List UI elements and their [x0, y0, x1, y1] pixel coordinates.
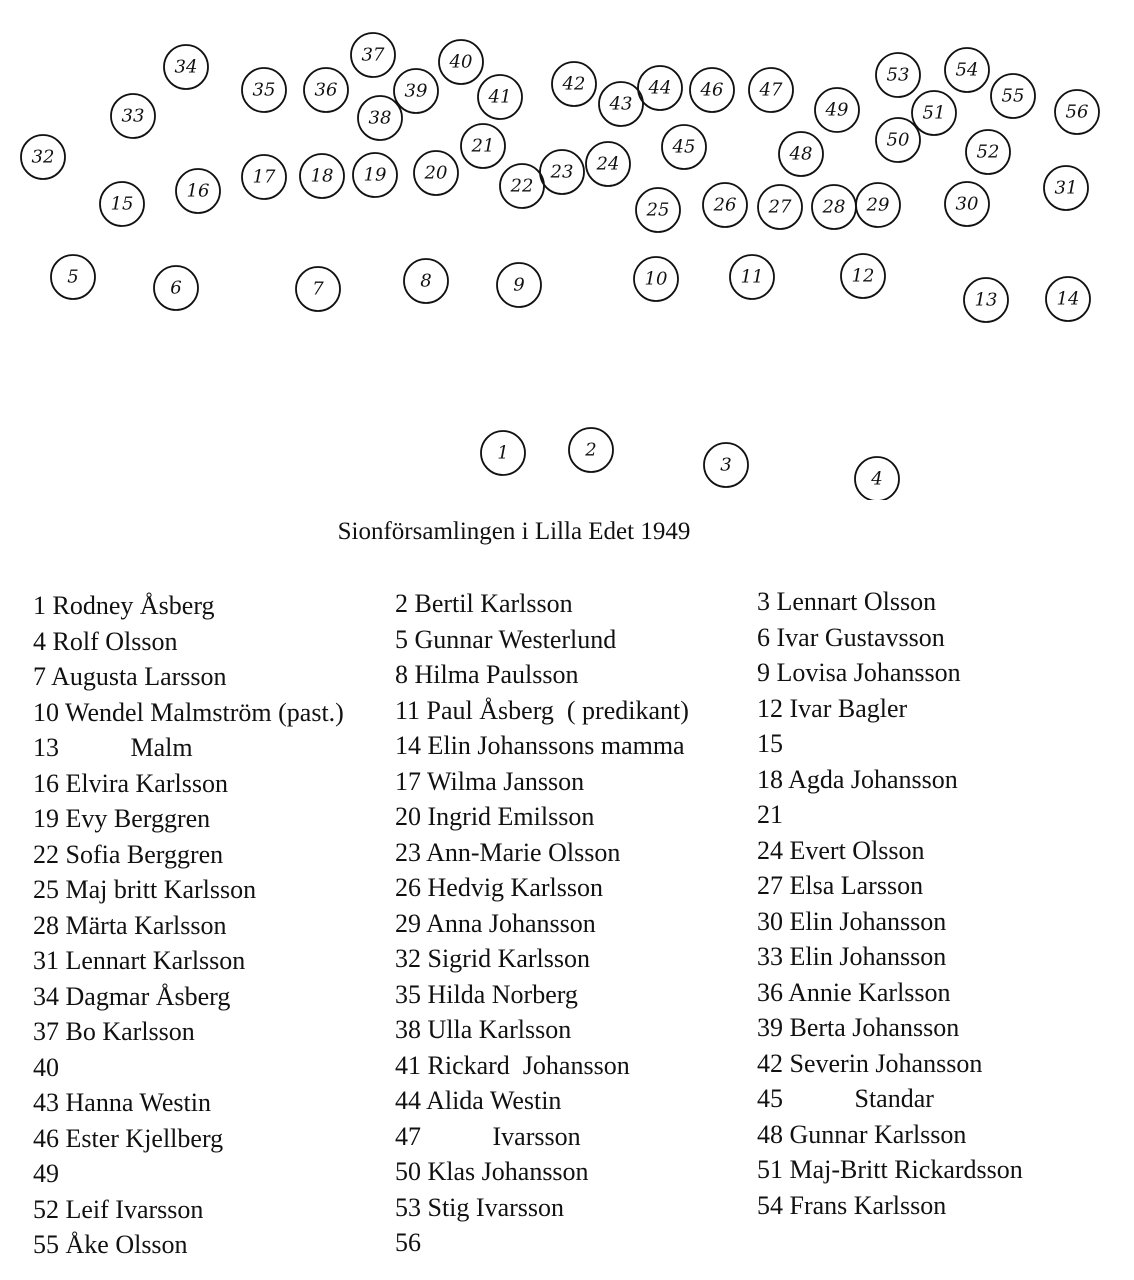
roster-entry: 4 Rolf Olsson	[33, 626, 178, 656]
position-marker	[21, 135, 65, 179]
roster-entry: 23 Ann-Marie Olsson	[395, 837, 621, 867]
position-marker	[242, 155, 286, 199]
marker-number: 21	[471, 135, 495, 157]
roster-entry: 16 Elvira Karlsson	[33, 768, 228, 798]
marker-number: 54	[955, 59, 979, 81]
position-marker	[358, 96, 402, 140]
roster-column-1	[33, 588, 344, 1263]
roster-entry: 41 Rickard Johansson	[395, 1050, 630, 1080]
position-marker	[540, 150, 584, 194]
roster-entry: 12 Ivar Bagler	[757, 693, 908, 723]
position-marker	[242, 68, 286, 112]
position-marker	[634, 257, 678, 301]
roster-entry: 1 Rodney Åsberg	[33, 591, 215, 620]
roster-entry: 33 Elin Johansson	[757, 942, 947, 971]
roster-entry: 56	[395, 1228, 421, 1257]
position-marker	[353, 153, 397, 197]
position-marker	[704, 443, 748, 487]
position-marker	[500, 164, 544, 208]
marker-number: 3	[720, 454, 732, 476]
position-marker	[176, 169, 220, 213]
roster-entry: 31 Lennart Karlsson	[33, 946, 246, 975]
position-marker	[51, 255, 95, 299]
roster-entry: 38 Ulla Karlsson	[395, 1015, 572, 1044]
roster-entry: 52 Leif Ivarsson	[33, 1194, 204, 1224]
position-marker	[497, 263, 541, 307]
page-title: Sionförsamlingen i Lilla Edet 1949	[337, 518, 691, 545]
marker-number: 55	[1001, 85, 1025, 107]
roster-entry: 19 Evy Berggren	[33, 804, 211, 833]
marker-number: 45	[672, 136, 696, 158]
marker-number: 47	[759, 79, 783, 101]
marker-number: 15	[110, 193, 134, 215]
roster-entry: 15	[757, 729, 783, 758]
position-marker	[945, 48, 989, 92]
marker-number: 19	[363, 164, 387, 186]
position-marker	[296, 267, 340, 311]
roster-entry: 43 Hanna Westin	[33, 1088, 211, 1117]
marker-number: 53	[886, 64, 910, 86]
roster-column-3	[757, 584, 1023, 1223]
roster-entry: 35 Hilda Norberg	[395, 979, 578, 1009]
position-marker	[638, 66, 682, 110]
position-marker	[100, 182, 144, 226]
marker-number: 22	[510, 175, 534, 197]
roster-entry: 9 Lovisa Johansson	[757, 658, 961, 687]
roster-entry: 32 Sigrid Karlsson	[395, 944, 590, 973]
position-marker	[945, 182, 989, 226]
marker-number: 49	[825, 99, 849, 121]
position-marker	[749, 68, 793, 112]
marker-number: 46	[700, 79, 724, 101]
position-marker	[662, 125, 706, 169]
position-marker	[966, 130, 1010, 174]
marker-number: 7	[312, 278, 324, 300]
marker-number: 56	[1065, 101, 1089, 123]
position-marker	[1055, 90, 1099, 134]
marker-number: 16	[186, 180, 210, 202]
position-marker	[111, 94, 155, 138]
position-marker	[1046, 277, 1090, 321]
marker-number: 5	[67, 266, 79, 288]
position-marker	[351, 33, 395, 77]
position-marker	[414, 151, 458, 195]
roster-entry: 25 Maj britt Karlsson	[33, 875, 257, 904]
roster-entry: 40	[33, 1052, 59, 1082]
marker-number: 52	[976, 141, 1000, 163]
position-marker	[404, 259, 448, 303]
roster-entry: 48 Gunnar Karlsson	[757, 1119, 967, 1149]
marker-number: 37	[361, 44, 385, 66]
marker-number: 28	[822, 196, 846, 218]
position-marker	[394, 69, 438, 113]
roster-entry: 20 Ingrid Emilsson	[395, 802, 595, 831]
marker-number: 35	[252, 79, 276, 101]
position-marker	[876, 53, 920, 97]
roster-entry: 45 Standar	[757, 1084, 934, 1113]
roster-entry: 44 Alida Westin	[395, 1086, 562, 1115]
roster-entry: 29 Anna Johansson	[395, 908, 596, 938]
position-marker	[1044, 166, 1088, 210]
marker-number: 48	[789, 143, 813, 165]
position-marker	[478, 75, 522, 119]
position-marker	[703, 183, 747, 227]
roster-entry: 50 Klas Johansson	[395, 1157, 589, 1186]
roster-entry: 13 Malm	[33, 733, 193, 762]
position-marker	[779, 132, 823, 176]
roster-entry: 26 Hedvig Karlsson	[395, 873, 603, 902]
roster-entry: 6 Ivar Gustavsson	[757, 622, 945, 652]
position-marker	[164, 45, 208, 89]
roster-entry: 51 Maj-Britt Rickardsson	[757, 1155, 1023, 1184]
roster-entry: 7 Augusta Larsson	[33, 662, 227, 691]
position-marker	[481, 431, 525, 475]
position-marker	[461, 124, 505, 168]
position-marker	[586, 142, 630, 186]
position-marker	[815, 88, 859, 132]
marker-number: 41	[488, 86, 512, 108]
position-marker	[300, 154, 344, 198]
marker-number: 23	[550, 161, 574, 183]
roster-entry: 34 Dagmar Åsberg	[33, 981, 231, 1011]
numbered-position-diagram	[0, 0, 1134, 500]
marker-number: 38	[368, 107, 392, 129]
marker-number: 6	[170, 277, 182, 299]
position-marker	[855, 457, 899, 500]
roster-entry: 3 Lennart Olsson	[757, 587, 937, 616]
marker-number: 51	[922, 102, 946, 124]
position-marker	[812, 185, 856, 229]
roster-entry: 49	[33, 1159, 59, 1188]
roster-entry: 36 Annie Karlsson	[757, 977, 951, 1007]
position-marker	[154, 266, 198, 310]
roster-entry: 11 Paul Åsberg ( predikant)	[395, 695, 689, 725]
position-marker	[599, 82, 643, 126]
marker-number: 10	[644, 268, 668, 290]
roster-column-2	[395, 586, 689, 1261]
roster-entry: 47 Ivarsson	[395, 1121, 581, 1151]
roster-entry: 37 Bo Karlsson	[33, 1017, 195, 1046]
marker-number: 32	[31, 146, 55, 168]
marker-number: 39	[404, 80, 428, 102]
marker-number: 1	[497, 442, 509, 464]
marker-number: 42	[562, 73, 586, 95]
marker-number: 11	[740, 266, 764, 288]
position-marker	[552, 62, 596, 106]
roster-entry: 39 Berta Johansson	[757, 1013, 960, 1042]
position-marker	[876, 118, 920, 162]
marker-number: 24	[596, 153, 620, 175]
marker-number: 9	[513, 274, 525, 296]
position-marker	[841, 254, 885, 298]
position-marker	[636, 188, 680, 232]
marker-number: 30	[955, 193, 979, 215]
roster-entry: 21	[757, 800, 783, 829]
roster-entry: 53 Stig Ivarsson	[395, 1192, 564, 1222]
roster-entry: 17 Wilma Jansson	[395, 766, 585, 796]
marker-number: 44	[648, 77, 672, 99]
position-marker	[304, 68, 348, 112]
roster-entry: 14 Elin Johanssons mamma	[395, 731, 685, 760]
marker-number: 20	[424, 162, 448, 184]
marker-number: 4	[871, 468, 883, 490]
position-marker	[439, 40, 483, 84]
marker-number: 43	[609, 93, 633, 115]
position-marker	[964, 278, 1008, 322]
marker-number: 31	[1054, 177, 1078, 199]
position-marker	[856, 183, 900, 227]
roster-entry: 30 Elin Johansson	[757, 906, 947, 936]
marker-number: 25	[646, 199, 670, 221]
roster-entry: 46 Ester Kjellberg	[33, 1123, 224, 1153]
position-marker	[730, 255, 774, 299]
position-marker	[569, 428, 613, 472]
position-marker	[690, 68, 734, 112]
roster-entry: 54 Frans Karlsson	[757, 1190, 947, 1220]
marker-number: 36	[314, 79, 338, 101]
marker-number: 33	[121, 105, 145, 127]
marker-number: 34	[174, 56, 198, 78]
marker-number: 12	[851, 265, 875, 287]
roster-entry: 18 Agda Johansson	[757, 764, 958, 794]
roster-entry: 8 Hilma Paulsson	[395, 660, 579, 689]
roster-entry: 2 Bertil Karlsson	[395, 589, 573, 618]
roster-entry: 10 Wendel Malmström (past.)	[33, 697, 344, 727]
marker-number: 14	[1056, 288, 1080, 310]
marker-number: 40	[449, 51, 473, 73]
marker-number: 13	[974, 289, 998, 311]
position-marker	[758, 185, 802, 229]
roster-entry: 22 Sofia Berggren	[33, 839, 224, 869]
marker-number: 29	[866, 194, 890, 216]
position-marker	[991, 74, 1035, 118]
marker-number: 17	[252, 166, 276, 188]
marker-number: 50	[886, 129, 910, 151]
position-marker	[912, 91, 956, 135]
marker-number: 2	[585, 439, 597, 461]
roster-entry: 42 Severin Johansson	[757, 1048, 983, 1078]
roster-entry: 55 Åke Olsson	[33, 1230, 188, 1259]
roster-entry: 5 Gunnar Westerlund	[395, 624, 617, 654]
marker-number: 8	[420, 270, 432, 292]
marker-number: 26	[713, 194, 737, 216]
roster-entry: 24 Evert Olsson	[757, 835, 925, 865]
roster-entry: 28 Märta Karlsson	[33, 910, 227, 940]
marker-number: 27	[768, 196, 792, 218]
roster-entry: 27 Elsa Larsson	[757, 871, 924, 900]
marker-number: 18	[310, 165, 334, 187]
